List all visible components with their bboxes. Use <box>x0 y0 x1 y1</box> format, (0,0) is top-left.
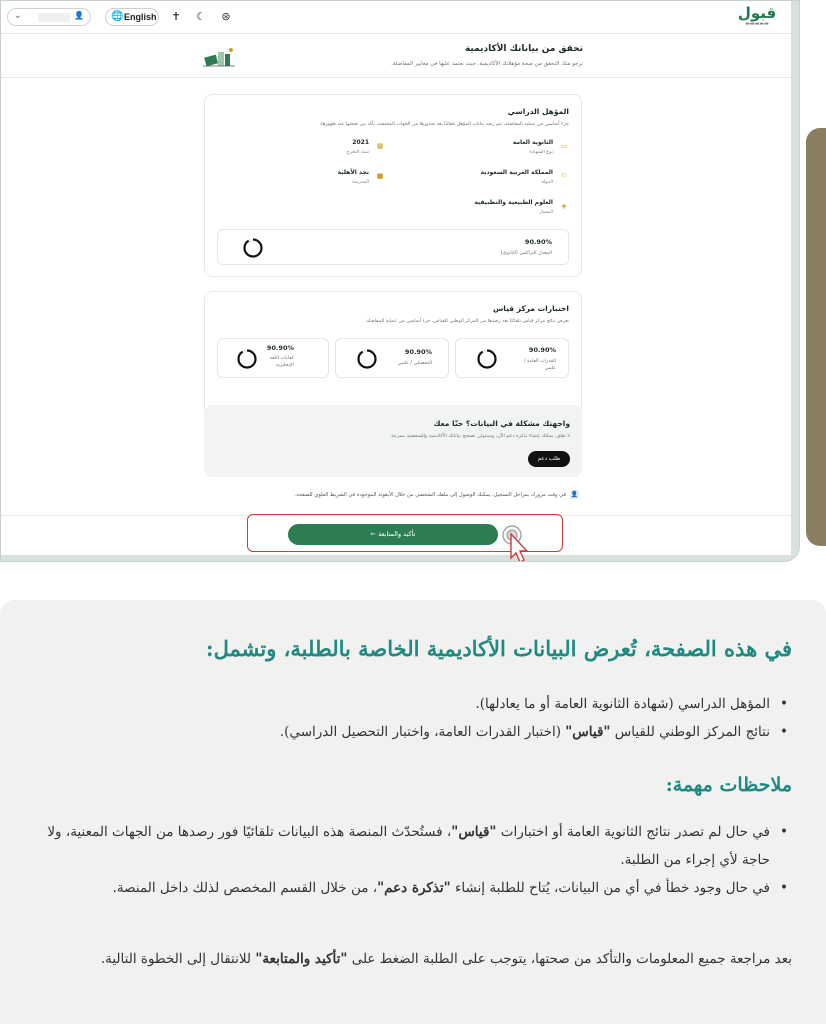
academic-data-page <box>1 33 791 555</box>
gpa-value: 90.90% <box>524 238 552 246</box>
user-menu-select[interactable] <box>7 8 91 26</box>
note-bold: "تذكرة دعم" <box>377 880 451 896</box>
support-title: واجهتك مشكلة في البيانات؟ حنّا معك <box>433 419 570 428</box>
list-item <box>22 874 792 902</box>
info-item-country <box>399 169 569 193</box>
qualification-card <box>204 94 582 277</box>
certificate-icon: ▭ <box>560 142 568 150</box>
calendar-icon: ▦ <box>376 142 384 150</box>
score-progress-ring <box>356 348 378 370</box>
note-text: في حال وجود خطأ في أي من البيانات، يُتاح للطلبة إنشاء <box>450 880 770 896</box>
gpa-box <box>217 229 569 265</box>
page-header <box>1 34 791 78</box>
score-progress-ring <box>476 348 498 370</box>
qabool-logo <box>737 5 777 29</box>
language-label: English <box>124 12 157 22</box>
profile-notice <box>294 490 579 499</box>
books-illustration-icon <box>201 44 237 68</box>
top-bar <box>1 1 791 33</box>
score-box-english <box>217 338 329 378</box>
gpa-progress-ring <box>242 237 264 259</box>
score-label: كفايات اللغة الإنجليزية <box>269 356 294 368</box>
note-text: ، فستُحدّث المنصة هذه البيانات تلقائيًا فور رصدها من الجهات المعنية، ولا حاجة لأي إجراء من الطلبة. <box>47 824 770 868</box>
flag-icon: ⚐ <box>560 172 568 180</box>
user-icon: 👤 <box>570 491 579 498</box>
score-label: القدرات العامة / علمي <box>523 359 556 371</box>
qualification-title: المؤهل الدراسي <box>507 107 569 116</box>
final-text: للانتقال إلى الخطوة التالية. <box>100 951 256 967</box>
score-value: 90.90% <box>266 344 294 352</box>
arrow-left-icon: ← <box>370 530 379 538</box>
info-label: نوع الشهادة <box>529 150 553 155</box>
list-item-text: (اختبار القدرات العامة، واختبار التحصيل الدراسي). <box>279 724 566 740</box>
qualification-subtitle: جزء أساسي من عملية المفاضلة، يتم رصد بيانات المؤهل تلقائيًا بعد صدورها من الجهات المختصة، تأكد من صحتها عند ظهورها. <box>319 122 569 127</box>
page-subtitle: نرجو منك التحقق من صحة مؤهلاتك الأكاديمية، حيث نعتمد عليها في معايير المفاضلة. <box>391 61 583 67</box>
info-label: سنة التخرج <box>346 150 369 155</box>
moon-icon[interactable]: ☾ <box>196 10 206 23</box>
user-icon: 👤 <box>74 11 84 20</box>
info-item-track <box>399 199 569 223</box>
support-card <box>204 405 582 477</box>
support-subtitle: لا تقلق، يمكنك إنشاء تذكرة دعم الآن، وسنتولى تصحيح بياناتك الأكاديمية والشخصية بسرعة. <box>389 434 570 439</box>
list-item-bold: "قياس" <box>565 724 611 740</box>
info-label: الدولة <box>541 180 553 185</box>
explanation-heading: في هذه الصفحة، تُعرض البيانات الأكاديمية الخاصة بالطلبة، وتشمل: <box>205 636 792 661</box>
gpa-label: المعدل التراكمي (الثانوي) <box>500 251 552 256</box>
page-title: تحقق من بياناتك الأكاديمية <box>464 44 583 54</box>
list-item <box>32 690 792 718</box>
info-item-graduation-year <box>215 139 385 163</box>
support-request-button[interactable]: طلب دعم <box>528 451 570 467</box>
list-item-text: المؤهل الدراسي (شهادة الثانوية العامة أو ما يعادلها). <box>475 696 770 712</box>
confirm-label: تأكيد والمتابعة <box>378 530 416 538</box>
notes-heading: ملاحظات مهمة: <box>665 774 792 796</box>
school-icon: ■ <box>376 172 384 180</box>
score-box-achievement <box>335 338 449 378</box>
font-size-icon[interactable]: ⊛ <box>221 10 231 23</box>
note-text: في حال لم تصدر نتائج الثانوية العامة أو اختبارات <box>496 824 770 840</box>
score-label: التحصيلي / علمي <box>397 361 432 366</box>
accessibility-icon[interactable]: ✝ <box>171 10 181 23</box>
qiyas-card <box>204 291 582 421</box>
score-progress-ring <box>236 348 258 370</box>
graduation-cap-icon: ◈ <box>561 202 567 210</box>
globe-icon: 🌐 <box>111 11 124 22</box>
info-value: العلوم الطبيعية والتطبيقية <box>474 199 553 206</box>
data-list <box>32 690 792 746</box>
info-value: المملكة العربية السعودية <box>480 169 553 176</box>
user-name-field <box>38 13 70 22</box>
final-paragraph <box>32 945 792 973</box>
explanation-panel <box>0 600 826 1024</box>
qiyas-title: اختبارات مركز قياس <box>492 304 569 313</box>
info-value: الثانوية العامة <box>512 139 553 146</box>
info-value: نجد الأهلية <box>337 169 369 176</box>
note-text: ، من خلال القسم المخصص لذلك داخل المنصة. <box>112 880 378 896</box>
info-value: 2021 <box>352 139 369 146</box>
qiyas-subtitle: تعرض نتائج مركز قياس تلقائيًا بعد رصدها من المركز الوطني للقياس، جزء أساسي من عملية المفاضلة. <box>364 319 569 324</box>
info-item-school <box>215 169 385 193</box>
language-switch-button[interactable] <box>105 8 159 26</box>
score-value: 90.90% <box>528 346 556 354</box>
side-tab-decoration <box>806 128 826 546</box>
confirm-continue-button[interactable] <box>288 524 498 545</box>
notice-text: في وقت مرورك بمراحل التسجيل، يمكنك الوصول إلى ملفك الشخصي من خلال الأيقونة الموجودة في الشريط العلوي للصفحة. <box>294 492 566 498</box>
final-bold: "تأكيد والمتابعة" <box>255 951 348 967</box>
list-item <box>32 718 792 746</box>
chevron-down-icon: ⌄ <box>14 11 22 21</box>
note-bold: "قياس" <box>451 824 497 840</box>
final-text: بعد مراجعة جميع المعلومات والتأكد من صحتها، يتوجب على الطلبة الضغط على <box>347 951 792 967</box>
info-label: المسار <box>539 210 553 215</box>
mouse-cursor-icon <box>501 524 535 562</box>
score-value: 90.90% <box>404 348 432 356</box>
list-item-text: نتائج المركز الوطني للقياس <box>610 724 770 740</box>
info-item-certificate-type <box>399 139 569 163</box>
logo-tagline: ▬▬▬▬▬ <box>745 21 769 27</box>
score-box-general-aptitude <box>455 338 569 378</box>
logo-text: قبول <box>737 4 777 22</box>
list-item <box>22 818 792 874</box>
info-label: المدرسة <box>352 180 369 185</box>
notes-list <box>22 818 792 902</box>
